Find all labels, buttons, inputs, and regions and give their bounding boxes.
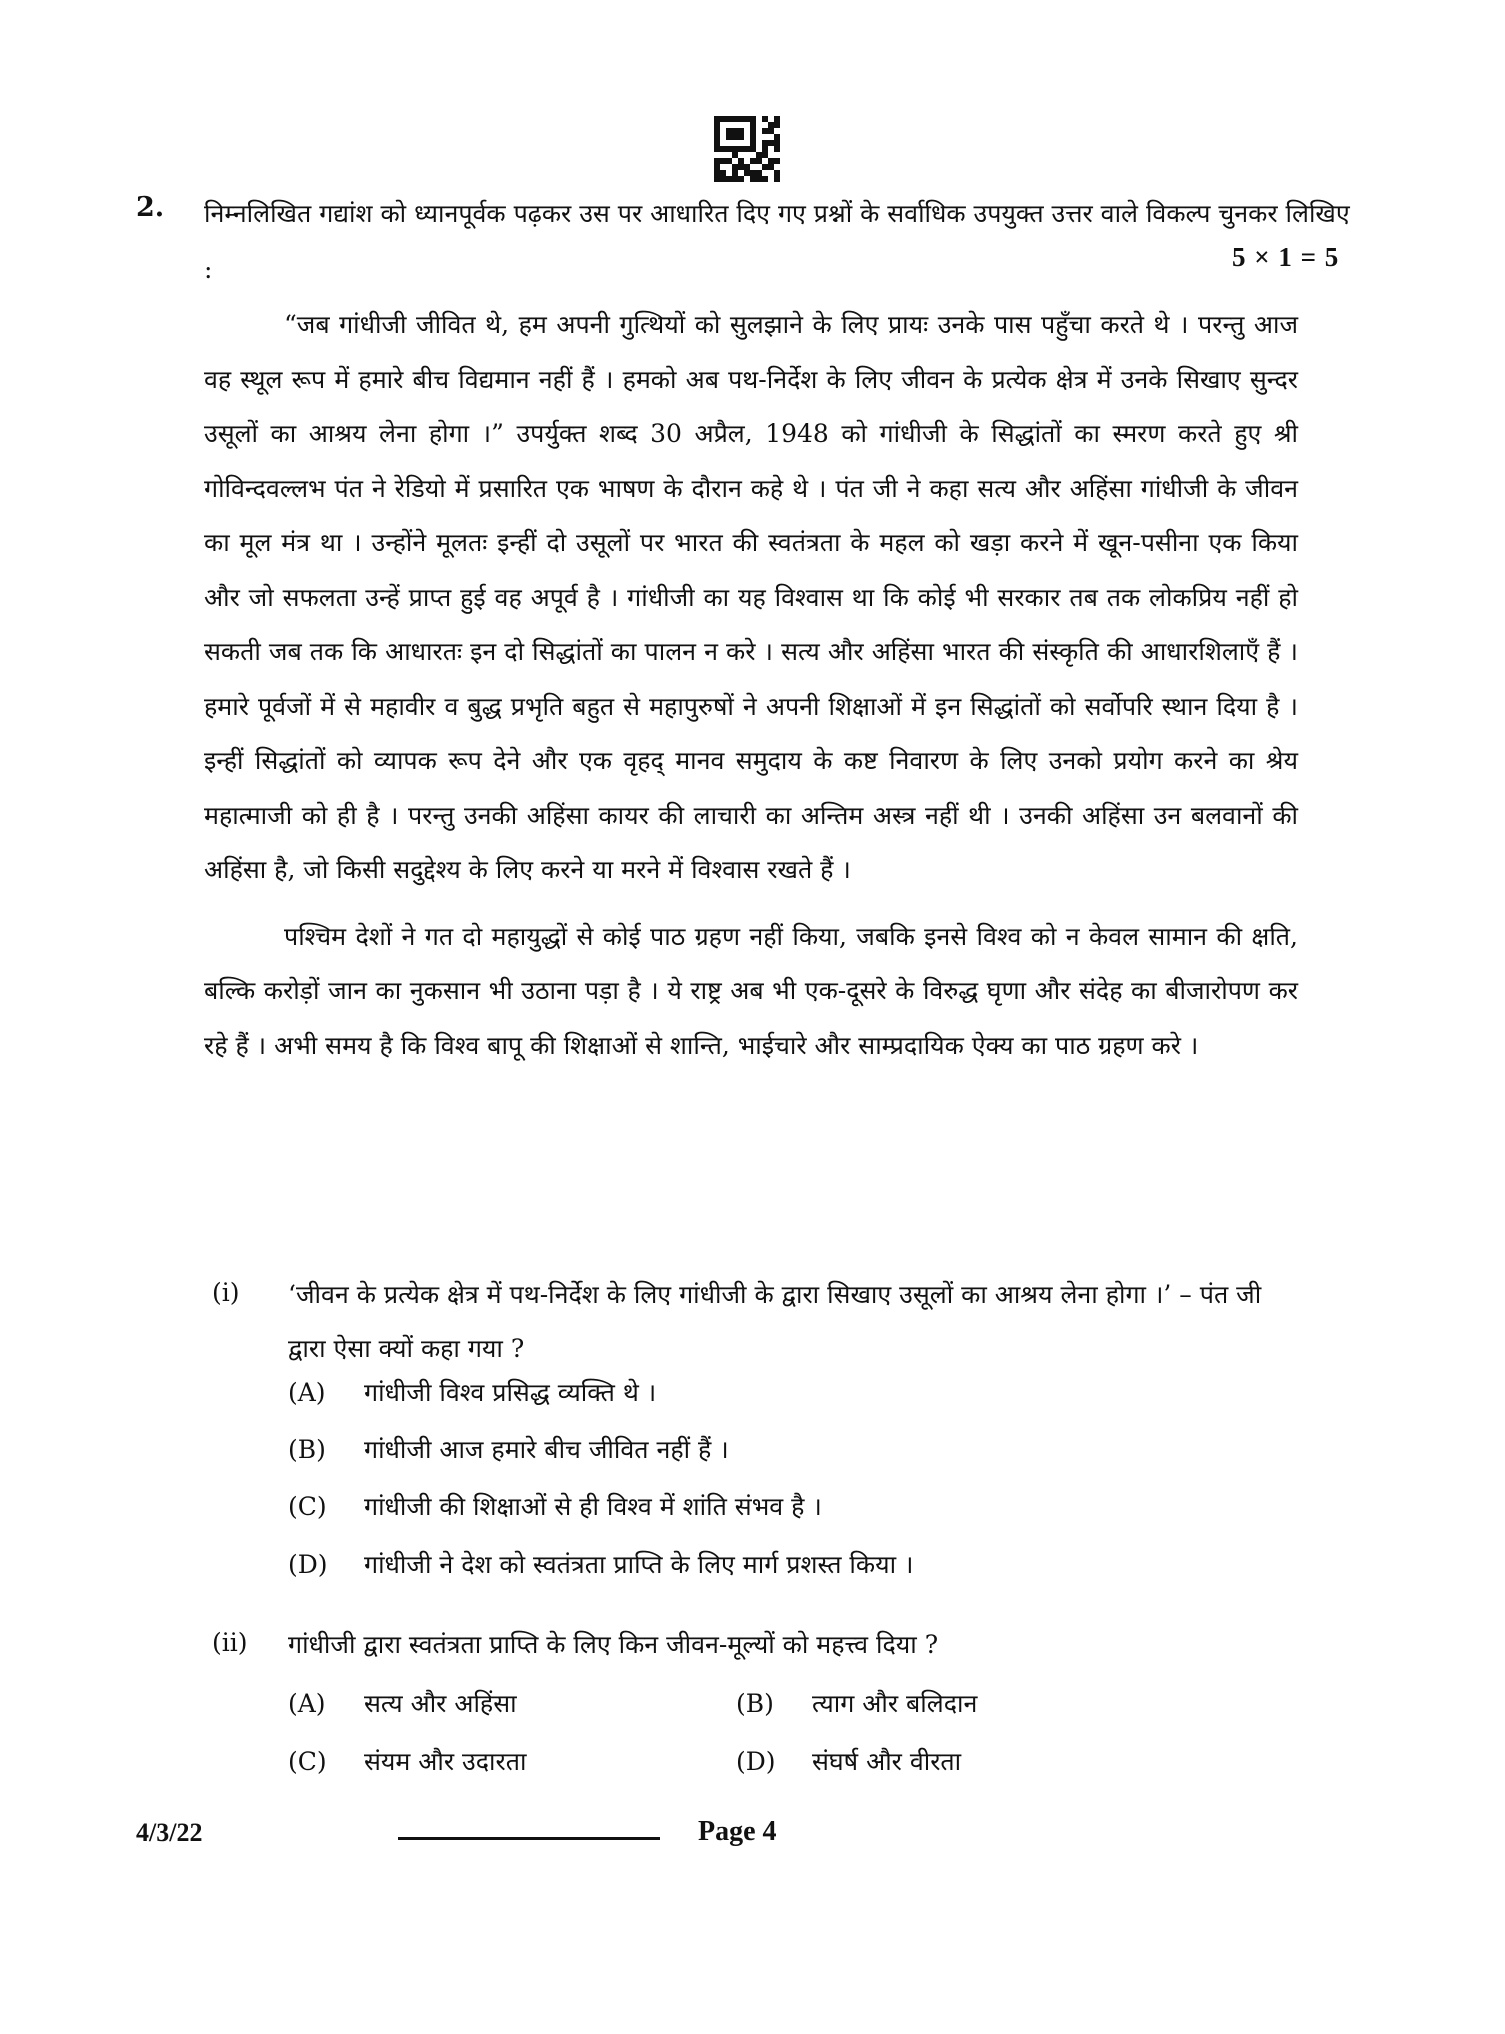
option-label: (C) (288, 1492, 327, 1521)
option-label: (D) (288, 1550, 328, 1579)
option (288, 1744, 526, 1778)
option-text: गांधीजी विश्व प्रसिद्ध व्यक्ति थे । (364, 1378, 657, 1407)
option-label: (C) (288, 1747, 327, 1776)
option (288, 1489, 822, 1523)
option-label: (B) (736, 1689, 774, 1718)
footer-divider (398, 1837, 660, 1840)
passage-paragraph: “जब गांधीजी जीवित थे, हम अपनी गुत्थियों को सुलझाने के लिए प्रायः उनके पास पहुँचा करते थे । परन्तु आज वह स्थूल रूप में हमारे बीच विद्यमान नहीं हैं । हमको अब पथ-निर्देश के लिए जीवन के प्रत्येक क्षेत्र में उनके सिखाए सुन्दर उसूलों का आश्रय लेना होगा ।” उपर्युक्त शब्द 30 अप्रैल, 1948 को गांधीजी के सिद्धांतों का स्मरण करते हुए श्री गोविन्दवल्लभ पंत ने रेडियो में प्रसारित एक भाषण के दौरान कहे थे । पंत जी ने कहा सत्य और अहिंसा गांधीजी के जीवन का मूल मंत्र था । उन्होंने मूलतः इन्हीं दो उसूलों पर भारत की स्वतंत्रता के महल को खड़ा करने में खून-पसीना एक किया और जो सफलता उन्हें प्राप्त हुई वह अपूर्व है । गांधीजी का यह विश्वास था कि कोई भी सरकार तब तक लोकप्रिय नहीं हो सकती जब तक कि आधारतः इन दो सिद्धांतों का पालन न करे । सत्य और अहिंसा भारत की संस्कृति की आधारशिलाएँ हैं । हमारे पूर्वजों में से महावीर व बुद्ध प्रभृति बहुत से महापुरुषों ने अपनी शिक्षाओं में इन सिद्धांतों को सर्वोपरि स्थान दिया है । इन्हीं सिद्धांतों को व्यापक रूप देने और एक वृहद् मानव समुदाय के कष्ट निवारण के लिए उनको प्रयोग करने का श्रेय महात्माजी को ही है । परन्तु उनकी अहिंसा कायर की लाचारी का अन्तिम अस्त्र नहीं थी । उनकी अहिंसा उन बलवानों की अहिंसा है, जो किसी सदुद्देश्य के लिए करने या मरने में विश्वास रखते हैं । (204, 310, 1298, 884)
option-text: गांधीजी आज हमारे बीच जीवित नहीं हैं । (364, 1435, 729, 1464)
option (736, 1686, 977, 1720)
qr-code-icon (714, 116, 780, 182)
subquestion-text: ‘जीवन के प्रत्येक क्षेत्र में पथ-निर्देश के लिए गांधीजी के द्वारा सिखाए उसूलों का आश्रय लेना होगा ।’ – पंत जी द्वारा ऐसा क्यों कहा गया ? (288, 1280, 1262, 1363)
option (288, 1686, 517, 1720)
question-number: 2. (136, 192, 165, 223)
subquestion-text: गांधीजी द्वारा स्वतंत्रता प्राप्ति के लिए किन जीवन-मूल्यों को महत्त्व दिया ? (288, 1630, 939, 1659)
option-text: गांधीजी ने देश को स्वतंत्रता प्राप्ति के लिए मार्ग प्रशस्त किया । (364, 1550, 914, 1579)
option-text: त्याग और बलिदान (812, 1689, 978, 1718)
option-label: (D) (736, 1747, 776, 1776)
subquestion-number: (i) (212, 1278, 240, 1307)
option-text: संयम और उदारता (364, 1747, 527, 1776)
option (288, 1547, 913, 1581)
option (288, 1375, 656, 1409)
subquestion-number: (ii) (212, 1628, 248, 1657)
option-text: सत्य और अहिंसा (364, 1689, 517, 1718)
option-label: (A) (288, 1689, 326, 1718)
passage (204, 298, 1298, 1073)
option (288, 1432, 729, 1466)
option-text: संघर्ष और वीरता (812, 1747, 962, 1776)
option-text: गांधीजी की शिक्षाओं से ही विश्व में शांति संभव है । (364, 1492, 822, 1521)
question-instruction: निम्नलिखित गद्यांश को ध्यानपूर्वक पढ़कर उस पर आधारित दिए गए प्रश्नों के सर्वाधिक उपयुक्त उत्तर वाले विकल्प चुनकर लिखिए : (204, 199, 1350, 284)
paper-code: 4/3/22 (136, 1818, 203, 1847)
option-label: (A) (288, 1378, 326, 1407)
option (736, 1744, 961, 1778)
passage-paragraph: पश्चिम देशों ने गत दो महायुद्धों से कोई पाठ ग्रहण नहीं किया, जबकि इनसे विश्व को न केवल सामान की क्षति, बल्कि करोड़ों जान का नुकसान भी उठाना पड़ा है । ये राष्ट्र अब भी एक-दूसरे के विरुद्ध घृणा और संदेह का बीजारोपण कर रहे हैं । अभी समय है कि विश्व बापू की शिक्षाओं से शान्ति, भाईचारे और साम्प्रदायिक ऐक्य का पाठ ग्रहण करे । (204, 921, 1298, 1060)
page-number: Page 4 (698, 1816, 777, 1847)
option-label: (B) (288, 1435, 326, 1464)
question-marks: 5 × 1 = 5 (1232, 242, 1340, 272)
